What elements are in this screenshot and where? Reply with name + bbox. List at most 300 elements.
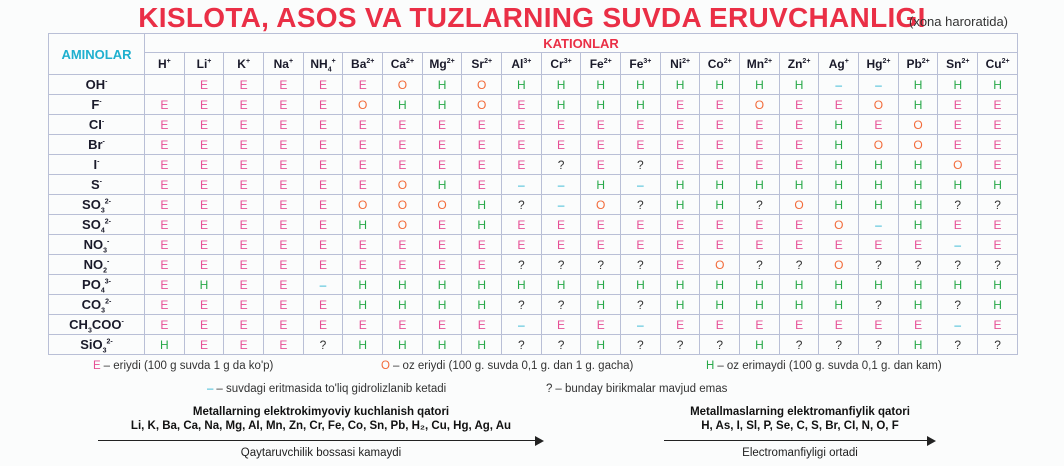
right-arrow-icon — [98, 436, 544, 446]
nonmetals-series-block — [664, 406, 936, 459]
table-cell: ? — [859, 295, 899, 315]
table-cell — [145, 75, 185, 95]
table-cell: E — [145, 95, 185, 115]
table-cell: E — [462, 315, 502, 335]
table-cell: ? — [819, 335, 859, 355]
table-cell: E — [938, 135, 978, 155]
table-cell: H — [700, 295, 740, 315]
table-cell: O — [383, 75, 423, 95]
table-cell: E — [303, 295, 343, 315]
table-cell: H — [581, 275, 621, 295]
anion-label: I- — [49, 155, 145, 175]
metals-series-list: Li, K, Ba, Ca, Na, Mg, AI, Mn, Zn, Cr, Fe, Co, Sn, Pb, H₂, Cu, Hg, Ag, Au — [130, 420, 512, 432]
table-cell: ? — [502, 335, 542, 355]
table-cell: H — [581, 175, 621, 195]
table-cell: – — [621, 175, 661, 195]
cation-header: $Hg^{2+}$ — [859, 53, 899, 75]
table-cell: E — [184, 295, 224, 315]
table-cell: E — [224, 335, 264, 355]
table-cell: O — [740, 95, 780, 115]
table-cell: E — [224, 315, 264, 335]
table-cell: E — [502, 95, 542, 115]
table-cell: H — [779, 275, 819, 295]
anion-label: CI- — [49, 115, 145, 135]
table-row — [49, 115, 1018, 135]
anion-label: $NO_3^-$ — [49, 235, 145, 255]
table-cell: E — [978, 235, 1018, 255]
table-row — [49, 215, 1018, 235]
table-cell: E — [303, 115, 343, 135]
table-cell: ? — [541, 155, 581, 175]
table-cell: E — [383, 315, 423, 335]
table-cell: E — [224, 215, 264, 235]
table-cell: E — [462, 255, 502, 275]
table-cell: H — [383, 335, 423, 355]
table-cell: E — [581, 135, 621, 155]
table-cell: H — [898, 275, 938, 295]
cation-header: $Co^{2+}$ — [700, 53, 740, 75]
table-cell: H — [343, 295, 383, 315]
table-cell: E — [184, 195, 224, 215]
table-cell: E — [184, 315, 224, 335]
table-cell: E — [779, 135, 819, 155]
table-cell: ? — [660, 335, 700, 355]
table-cell: H — [819, 175, 859, 195]
table-cell: E — [145, 195, 185, 215]
table-cell: E — [978, 215, 1018, 235]
anion-label: F- — [49, 95, 145, 115]
table-cell: E — [383, 155, 423, 175]
table-cell: E — [224, 115, 264, 135]
table-cell: H — [462, 195, 502, 215]
table-cell: E — [700, 115, 740, 135]
table-cell: H — [898, 175, 938, 195]
table-cell: E — [581, 155, 621, 175]
metals-series-title: Metallarning elektrokimyoviy kuchlanish qatori — [192, 406, 450, 418]
cation-header: K+ — [224, 53, 264, 75]
table-cell: O — [343, 195, 383, 215]
table-cell: E — [978, 95, 1018, 115]
table-cell: H — [898, 335, 938, 355]
table-cell: E — [462, 155, 502, 175]
table-cell: – — [859, 215, 899, 235]
anion-label: OH- — [49, 75, 145, 95]
table-cell: H — [184, 275, 224, 295]
table-cell: E — [541, 115, 581, 135]
table-cell: E — [502, 115, 542, 135]
table-cell: H — [819, 135, 859, 155]
table-cell: H — [898, 95, 938, 115]
table-cell: H — [938, 175, 978, 195]
anion-label: SiO$_3^{2-}$ — [49, 335, 145, 355]
table-cell: – — [938, 235, 978, 255]
table-cell: H — [383, 295, 423, 315]
table-cell: E — [224, 175, 264, 195]
table-cell: E — [700, 155, 740, 175]
table-cell: H — [422, 295, 462, 315]
table-cell: E — [660, 255, 700, 275]
table-cell: E — [462, 135, 502, 155]
table-cell: H — [343, 275, 383, 295]
table-cell: E — [224, 95, 264, 115]
table-cell: O — [383, 175, 423, 195]
cation-header: $Sr^{2+}$ — [462, 53, 502, 75]
table-cell: H — [541, 275, 581, 295]
legend-text: – suvdagi eritmasida to'liq gidrolizlanib ketadi — [216, 383, 447, 395]
legend-text: – oz eriydi (100 g. suvda 0,1 g. dan 1 g. gacha) — [392, 360, 634, 372]
table-cell: ? — [779, 335, 819, 355]
table-cell: ? — [978, 335, 1018, 355]
table-cell: E — [303, 175, 343, 195]
table-cell: E — [184, 335, 224, 355]
table-cell: H — [541, 75, 581, 95]
table-cell: E — [145, 135, 185, 155]
table-cell: E — [383, 115, 423, 135]
table-cell: E — [145, 235, 185, 255]
cation-header: $Fe^{3+}$ — [621, 53, 661, 75]
cation-header: $Mn^{2+}$ — [740, 53, 780, 75]
table-cell: E — [700, 235, 740, 255]
cations-group-label: KATIONLAR — [145, 34, 1018, 53]
table-cell: E — [581, 315, 621, 335]
table-cell: ? — [621, 295, 661, 315]
cation-header-row — [49, 53, 1018, 75]
table-cell: E — [264, 255, 304, 275]
legend-eriydi — [93, 360, 273, 372]
table-cell: E — [541, 135, 581, 155]
table-row — [49, 155, 1018, 175]
table-cell: H — [621, 75, 661, 95]
table-cell: E — [660, 215, 700, 235]
table-cell: E — [264, 115, 304, 135]
table-cell: E — [859, 235, 899, 255]
table-cell: E — [303, 315, 343, 335]
table-cell: – — [502, 175, 542, 195]
table-cell: ? — [740, 255, 780, 275]
cation-header: $Mg^{2+}$ — [422, 53, 462, 75]
table-cell: E — [145, 215, 185, 235]
table-cell: E — [422, 215, 462, 235]
table-cell: E — [660, 95, 700, 115]
table-cell: E — [859, 115, 899, 135]
metals-series-caption: Qaytaruvchilik bossasi kamaydi — [240, 447, 402, 459]
table-cell: E — [264, 295, 304, 315]
table-cell: ? — [938, 255, 978, 275]
table-cell: E — [343, 115, 383, 135]
anion-label: $CO_3^{2-}$ — [49, 295, 145, 315]
legend-mark: – — [207, 383, 214, 395]
table-cell: E — [541, 215, 581, 235]
table-cell: H — [859, 195, 899, 215]
table-cell: E — [978, 155, 1018, 175]
table-cell: E — [224, 195, 264, 215]
table-cell: E — [145, 175, 185, 195]
table-cell: H — [422, 175, 462, 195]
table-cell: O — [383, 195, 423, 215]
legend-mark: ? — [546, 383, 553, 395]
table-cell: E — [145, 275, 185, 295]
table-cell: E — [184, 135, 224, 155]
table-cell: E — [184, 235, 224, 255]
table-cell: E — [383, 135, 423, 155]
table-cell: E — [422, 135, 462, 155]
table-cell: H — [898, 295, 938, 315]
table-cell: ? — [938, 195, 978, 215]
table-cell: E — [779, 115, 819, 135]
anion-label: $SO_4^{2-}$ — [49, 215, 145, 235]
table-cell: E — [898, 235, 938, 255]
table-cell: E — [581, 235, 621, 255]
table-cell: O — [383, 215, 423, 235]
table-cell: E — [462, 175, 502, 195]
table-cell: E — [264, 155, 304, 175]
table-cell: ? — [502, 255, 542, 275]
table-cell: E — [660, 115, 700, 135]
table-cell: H — [383, 275, 423, 295]
legend-gidroliz — [207, 383, 446, 395]
table-cell: H — [700, 175, 740, 195]
table-cell: E — [462, 235, 502, 255]
table-cell: H — [502, 75, 542, 95]
table-cell: H — [938, 275, 978, 295]
table-cell: H — [779, 295, 819, 315]
table-cell: – — [502, 315, 542, 335]
table-cell: H — [422, 275, 462, 295]
table-cell: E — [343, 175, 383, 195]
table-row — [49, 135, 1018, 155]
cation-header: $Al^{3+}$ — [502, 53, 542, 75]
nonmetals-series-title: Metallmaslarning elektromanfiylik qatori — [690, 406, 910, 418]
table-cell: O — [581, 195, 621, 215]
table-cell: E — [224, 155, 264, 175]
cation-header: $Cu^{2+}$ — [978, 53, 1018, 75]
table-cell: H — [422, 95, 462, 115]
table-row — [49, 95, 1018, 115]
table-cell: H — [740, 335, 780, 355]
table-cell: H — [581, 95, 621, 115]
table-cell: E — [184, 215, 224, 235]
table-cell: H — [502, 275, 542, 295]
table-cell: E — [700, 135, 740, 155]
table-cell: E — [264, 275, 304, 295]
table-cell: E — [264, 315, 304, 335]
table-cell: ? — [502, 295, 542, 315]
table-cell: E — [303, 215, 343, 235]
header-row-group — [49, 34, 1018, 53]
table-cell: – — [859, 75, 899, 95]
table-cell: ? — [303, 335, 343, 355]
table-cell: E — [184, 95, 224, 115]
cation-header: Na+ — [264, 53, 304, 75]
table-cell: E — [184, 255, 224, 275]
legend-erimaydi — [706, 360, 942, 372]
table-cell: H — [462, 295, 502, 315]
table-cell: H — [700, 75, 740, 95]
table-cell: E — [343, 315, 383, 335]
table-cell: H — [660, 75, 700, 95]
table-cell: E — [224, 75, 264, 95]
table-cell: ? — [898, 255, 938, 275]
table-cell: E — [264, 335, 304, 355]
table-cell: H — [859, 275, 899, 295]
table-cell: H — [978, 295, 1018, 315]
table-cell: H — [898, 215, 938, 235]
table-cell: H — [700, 275, 740, 295]
table-cell: ? — [978, 255, 1018, 275]
title-bar — [0, 2, 1064, 34]
table-cell: – — [819, 75, 859, 95]
table-cell: H — [859, 155, 899, 175]
table-cell: E — [303, 195, 343, 215]
table-cell: H — [700, 195, 740, 215]
cation-header: $Ca^{2+}$ — [383, 53, 423, 75]
cation-header: Li+ — [184, 53, 224, 75]
legend-text: – bunday birikmalar mavjud emas — [555, 383, 728, 395]
table-cell: H — [740, 75, 780, 95]
right-arrow-icon — [664, 436, 936, 446]
table-cell: E — [621, 135, 661, 155]
table-cell: H — [462, 215, 502, 235]
cation-header: $Ba^{2+}$ — [343, 53, 383, 75]
table-cell: E — [184, 175, 224, 195]
table-cell: E — [303, 75, 343, 95]
cation-header: $Fe^{2+}$ — [581, 53, 621, 75]
anion-label: $SO_3^{2-}$ — [49, 195, 145, 215]
table-cell: E — [621, 215, 661, 235]
table-cell: E — [264, 95, 304, 115]
table-cell: E — [145, 255, 185, 275]
table-cell: H — [978, 275, 1018, 295]
table-cell: H — [898, 195, 938, 215]
table-cell: E — [621, 235, 661, 255]
table-cell: H — [145, 335, 185, 355]
table-cell: – — [541, 195, 581, 215]
table-cell: ? — [581, 255, 621, 275]
table-cell: H — [621, 275, 661, 295]
table-cell: H — [859, 175, 899, 195]
table-cell: ? — [541, 335, 581, 355]
table-cell: E — [779, 95, 819, 115]
table-cell: H — [660, 275, 700, 295]
table-cell: E — [224, 255, 264, 275]
table-cell: E — [819, 235, 859, 255]
table-cell: H — [898, 155, 938, 175]
table-cell: O — [938, 155, 978, 175]
table-cell: H — [898, 75, 938, 95]
table-cell: E — [264, 215, 304, 235]
table-cell: E — [145, 315, 185, 335]
table-cell: E — [422, 155, 462, 175]
table-cell: E — [700, 215, 740, 235]
table-row — [49, 195, 1018, 215]
table-cell: O — [898, 115, 938, 135]
table-cell: H — [541, 95, 581, 115]
legend-oz-eriydi — [381, 360, 633, 372]
table-cell: H — [343, 215, 383, 235]
table-cell: E — [264, 175, 304, 195]
table-cell: E — [422, 315, 462, 335]
table-cell: E — [660, 155, 700, 175]
table-cell: H — [422, 335, 462, 355]
table-cell: E — [343, 75, 383, 95]
table-row — [49, 255, 1018, 275]
table-cell: H — [978, 75, 1018, 95]
anion-label: S- — [49, 175, 145, 195]
table-cell: E — [978, 315, 1018, 335]
table-cell: E — [303, 95, 343, 115]
table-cell: E — [740, 155, 780, 175]
table-cell: E — [145, 115, 185, 135]
table-cell: E — [938, 215, 978, 235]
table-row — [49, 175, 1018, 195]
table-cell: E — [502, 235, 542, 255]
table-cell: E — [224, 275, 264, 295]
table-cell: E — [502, 215, 542, 235]
table-cell: H — [740, 175, 780, 195]
table-cell: E — [740, 115, 780, 135]
table-cell: – — [303, 275, 343, 295]
table-cell: H — [938, 75, 978, 95]
legend-mark: H — [706, 360, 715, 372]
table-cell: E — [224, 135, 264, 155]
table-cell: E — [700, 315, 740, 335]
table-cell: ? — [621, 195, 661, 215]
table-cell: E — [700, 95, 740, 115]
anion-label: $PO_4^{3-}$ — [49, 275, 145, 295]
table-cell: O — [422, 195, 462, 215]
table-cell: E — [184, 155, 224, 175]
table-cell: E — [264, 195, 304, 215]
solubility-table — [48, 33, 1018, 355]
table-cell: E — [224, 235, 264, 255]
table-cell: ? — [541, 255, 581, 275]
table-cell: E — [343, 135, 383, 155]
table-cell: ? — [621, 335, 661, 355]
anion-label: $CH_3COO^-$ — [49, 315, 145, 335]
table-cell: H — [819, 295, 859, 315]
table-cell: O — [819, 255, 859, 275]
cation-header: $Sn^{2+}$ — [938, 53, 978, 75]
table-cell: E — [303, 255, 343, 275]
table-cell: H — [740, 275, 780, 295]
table-row — [49, 75, 1018, 95]
table-cell: E — [859, 315, 899, 335]
table-cell: E — [740, 315, 780, 335]
table-cell: E — [978, 135, 1018, 155]
table-cell: E — [264, 75, 304, 95]
table-cell: E — [145, 155, 185, 175]
table-cell: H — [740, 295, 780, 315]
table-cell: H — [819, 275, 859, 295]
table-cell: E — [462, 115, 502, 135]
table-cell: E — [264, 135, 304, 155]
table-cell: H — [462, 275, 502, 295]
table-cell: H — [660, 175, 700, 195]
table-cell: E — [581, 115, 621, 135]
table-cell: O — [700, 255, 740, 275]
table-cell: O — [462, 95, 502, 115]
metals-series-block — [98, 406, 544, 459]
table-cell: E — [541, 315, 581, 335]
page-title: KISLOTA, ASOS VA TUZLARNING SUVDA ERUVCHANLIGI — [138, 2, 926, 33]
table-cell: ? — [502, 195, 542, 215]
table-cell: O — [859, 95, 899, 115]
table-cell: – — [938, 315, 978, 335]
table-cell: E — [422, 235, 462, 255]
table-cell: O — [819, 215, 859, 235]
table-cell: ? — [978, 195, 1018, 215]
table-cell: E — [819, 95, 859, 115]
